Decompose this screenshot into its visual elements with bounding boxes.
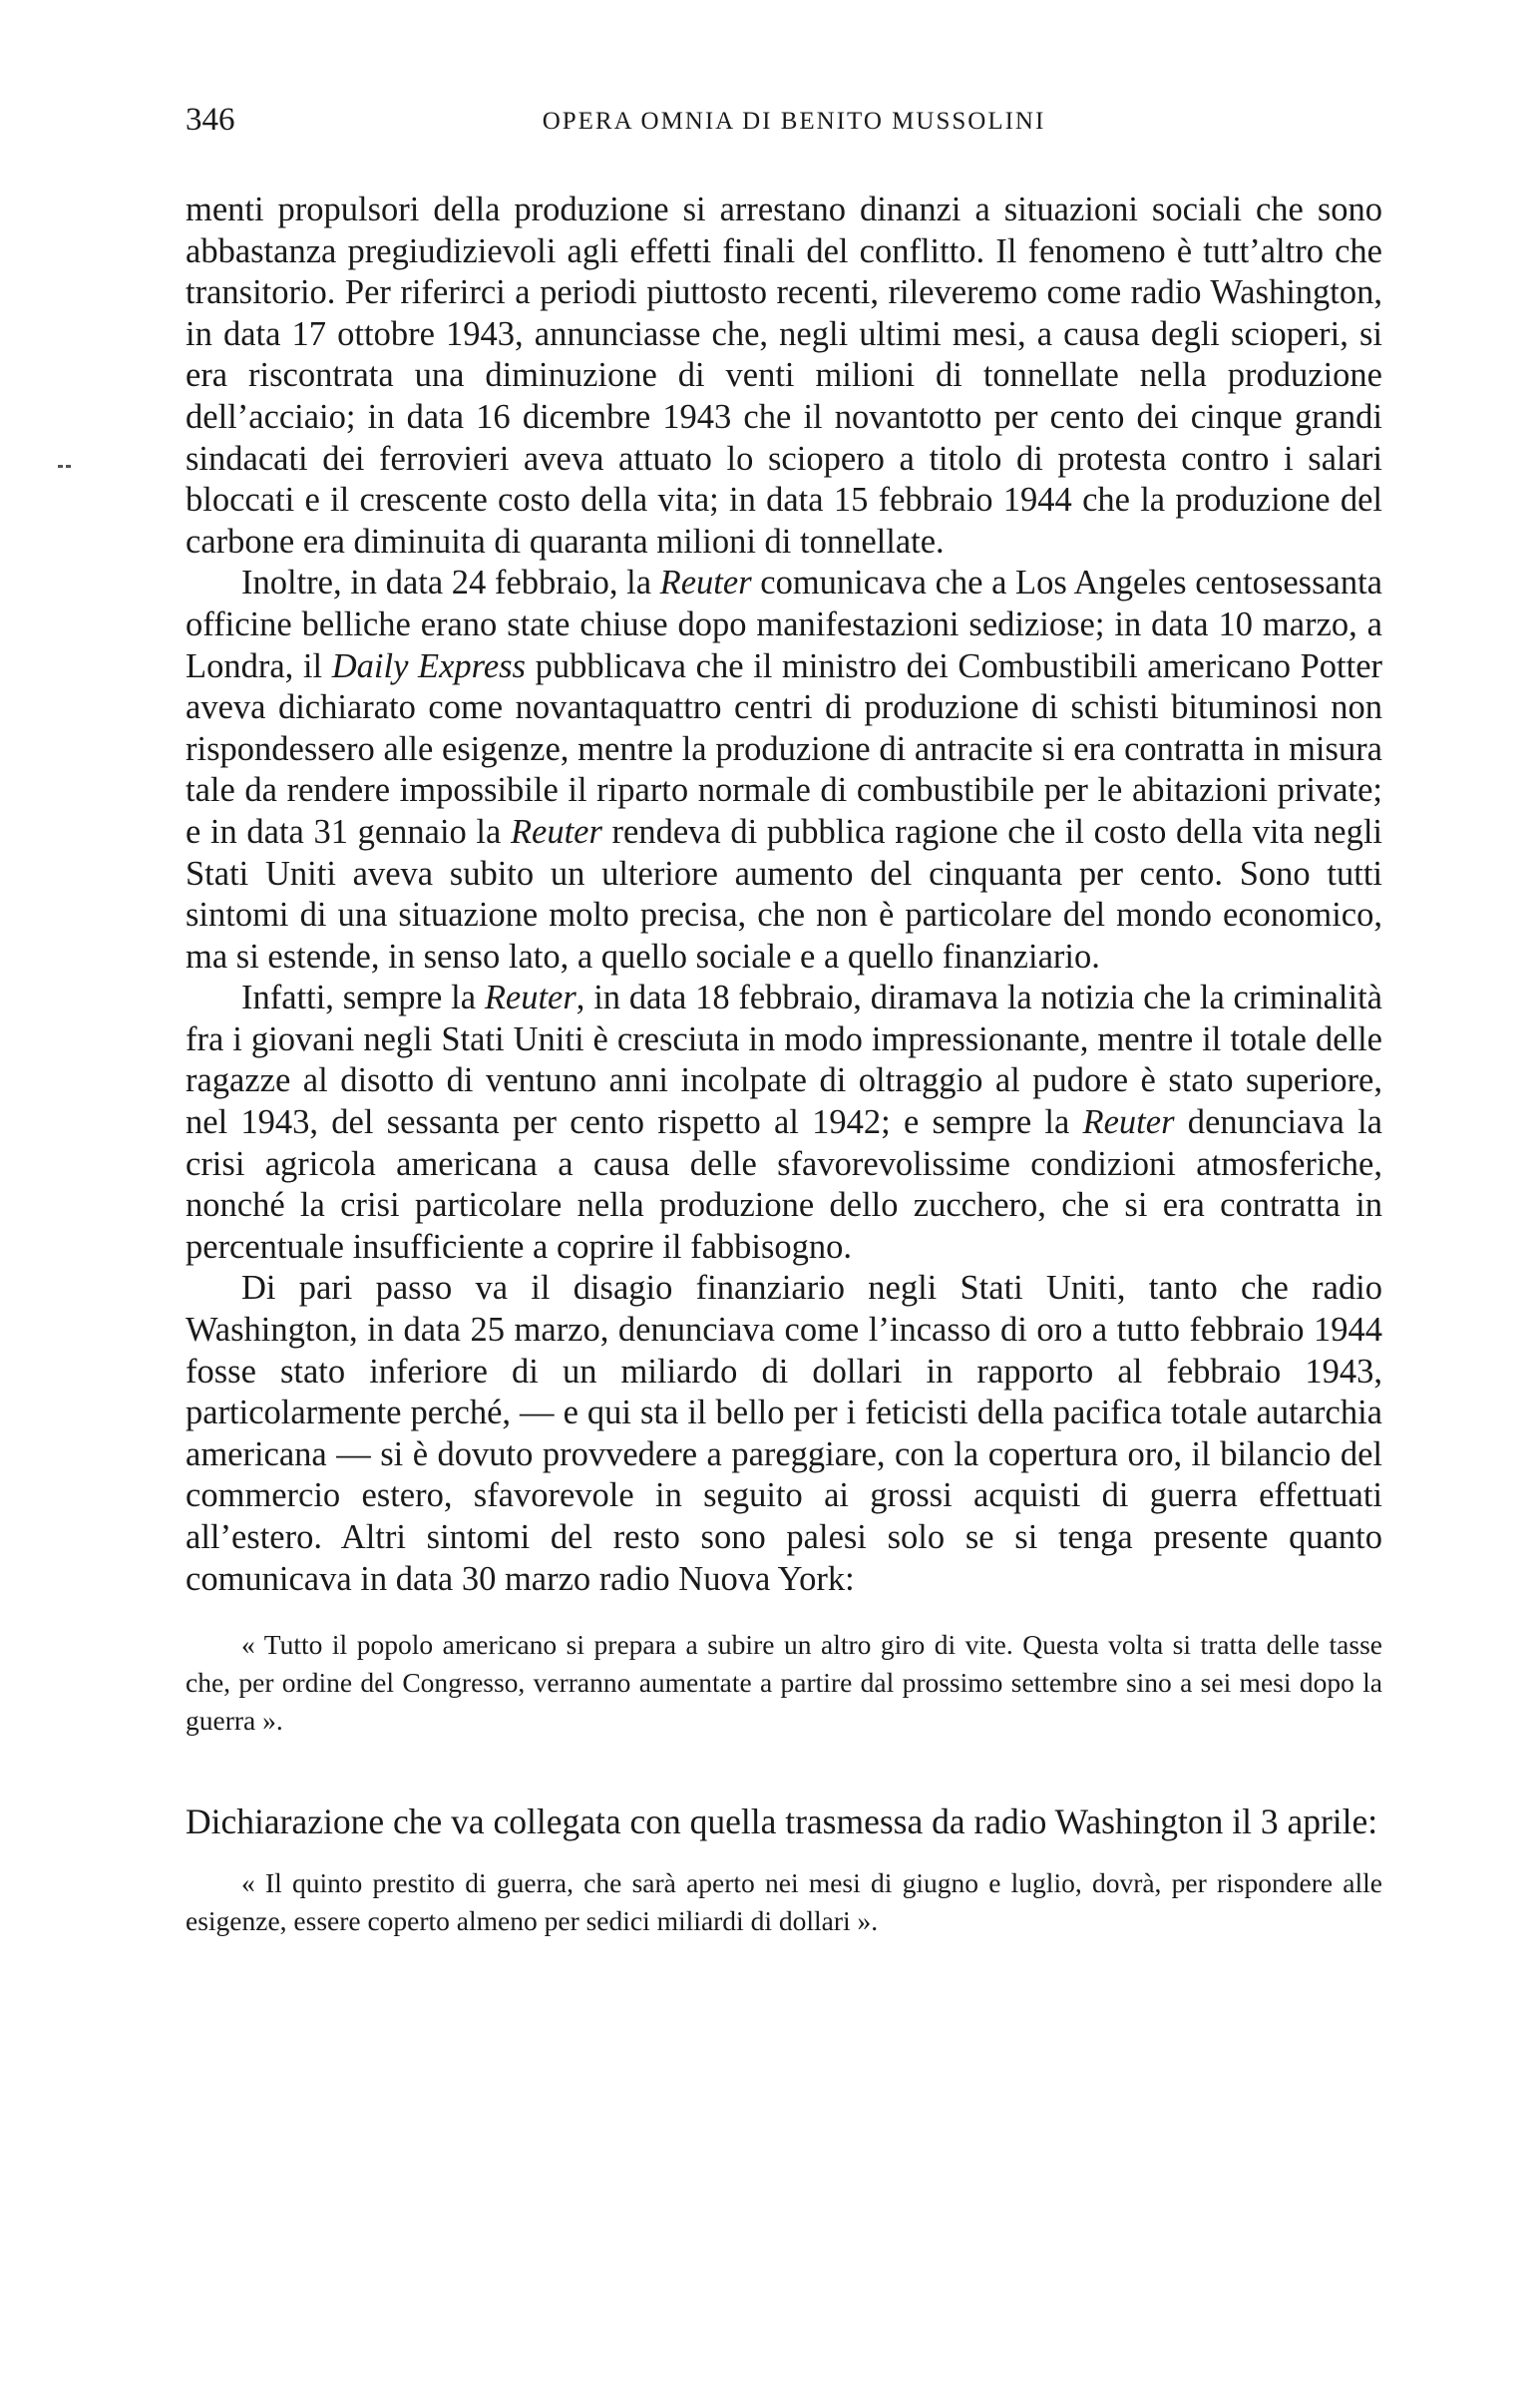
paragraph-3-text-1: Infatti, sempre la <box>241 979 485 1017</box>
body-text <box>186 190 1382 1940</box>
block-quote-2: « Il quinto prestito di guerra, che sarà aperto nei mesi di giugno e luglio, dovrà, per rispondere alle esigenze, essere coperto almeno per sedici miliardi di dollari ». <box>186 1867 1382 1937</box>
running-head <box>186 92 1382 152</box>
block-quote-1: « Tutto il popolo americano si prepara a subire un altro giro di vite. Questa volta si tratta delle tasse che, per ordine del Congresso, verranno aumentate a partire dal prossimo settembre sino a sei mesi dopo la guerra ». <box>186 1629 1382 1737</box>
scan-speck <box>66 465 71 468</box>
paragraph-5: Dichiarazione che va collegata con quella trasmessa da radio Washington il 3 aprile: <box>186 1802 1378 1842</box>
paragraph-1: menti propulsori della produzione si arrestano dinanzi a situazioni sociali che sono abbastanza pregiudizievoli agli effetti finali del conflitto. Il fenomeno è tutt’altro che transitorio. Per riferirci a periodi piuttosto recenti, rileveremo come radio Washington, in data 17 ottobre 1943, annunciasse che, negli ultimi mesi, a causa degli scioperi, si era riscontrata una diminuzione di venti milioni di tonnellate nella produzione dell’acciaio; in data 16 dicembre 1943 che il novantotto per cento dei cinque grandi sindacati dei ferrovieri aveva attuato lo sciopero a titolo di protesta contro i salari bloccati e il crescente costo della vita; in data 15 febbraio 1944 che la produzione del carbone era diminuita di quaranta milioni di tonnellate. <box>186 191 1382 561</box>
paragraph-3 <box>186 978 1382 1268</box>
paragraph-2-italic-1: Reuter <box>659 564 752 602</box>
scan-speck <box>58 465 63 468</box>
paragraph-2-italic-3: Reuter <box>510 812 602 851</box>
paragraph-3-italic-2: Reuter <box>1082 1103 1175 1142</box>
paragraph-2-text-1: Inoltre, in data 24 febbraio, la <box>241 564 660 602</box>
paragraph-2-italic-2: Daily Express <box>331 646 526 685</box>
paragraph-3-text-3: denunciava la crisi agricola americana a causa delle sfavorevolissime condizioni atmosferiche, nonché la crisi particolare nella produzione dello zucchero, che si era contratta in percentuale insufficiente a coprire il fabbisogno. <box>186 1103 1382 1266</box>
paragraph-2-text-2: comunicava che a Los Angeles centosessanta officine belliche erano state chiuse dopo manifestazioni sediziose; in data 10 marzo, a Londra, il <box>186 564 1382 685</box>
paragraph-3-text-2: , in data 18 febbraio, diramava la notizia che la criminalità fra i giovani negli Stati Uniti è cresciuta in modo impressionante, mentre il totale delle ragazze al disotto di ventuno anni incolpate di oltraggio al pudore è stato superiore, nel 1943, del sessanta per cento rispetto al 1942; e sempre la <box>186 979 1382 1142</box>
paragraph-2 <box>186 563 1382 978</box>
paragraph-4: Di pari passo va il disagio finanziario negli Stati Uniti, tanto che radio Washington, in data 25 marzo, denunciava come l’incasso di oro a tutto febbraio 1944 fosse stato inferiore di un miliardo di dollari in rapporto al febbraio 1943, particolarmente perché, — e qui sta il bello per i feticisti della pacifica totale autarchia americana — si è dovuto provvedere a pareggiare, con la copertura oro, il bilancio del commercio estero, sfavorevole in seguito ai grossi acquisti di guerra effettuati all’estero. Altri sintomi del resto sono palesi solo se si tenga presente quanto comunicava in data 30 marzo radio Nuova York: <box>186 1269 1382 1598</box>
book-page <box>186 92 1382 1962</box>
paragraph-2-text-3: pubblicava che il ministro dei Combustibili americano Potter aveva dichiarato come novantaquattro centri di produzione di schisti bituminosi non rispondessero alle esigenze, mentre la produzione di antracite si era contratta in misura tale da rendere impossibile il riparto normale di combustibile per le abitazioni private; e in data 31 gennaio la <box>186 646 1383 851</box>
paragraph-3-italic-1: Reuter <box>484 979 577 1017</box>
running-title: OPERA OMNIA DI BENITO MUSSOLINI <box>542 108 1046 135</box>
page-number: 346 <box>186 102 235 138</box>
paragraph-2-text-4: rendeva di pubblica ragione che il costo della vita negli Stati Uniti aveva subito un ulteriore aumento del cinquanta per cento. Sono tutti sintomi di una situazione molto precisa, che non è particolare del mondo economico, ma si estende, in senso lato, a quello sociale e a quello finanziario. <box>186 812 1383 976</box>
